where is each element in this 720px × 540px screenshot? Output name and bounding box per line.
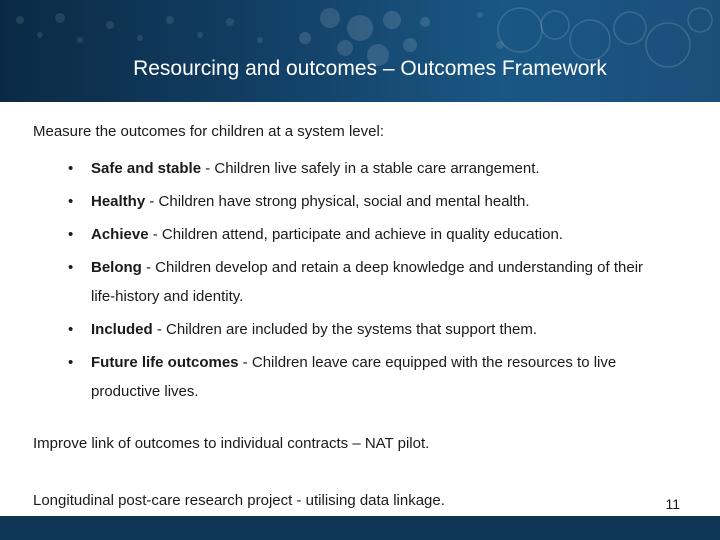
list-item xyxy=(68,154,668,183)
list-item xyxy=(68,187,668,216)
list-item xyxy=(68,253,668,311)
outcome-term: Belong xyxy=(91,259,142,276)
outcome-term: Healthy xyxy=(91,193,146,210)
bullet-icon: • xyxy=(68,193,74,210)
outcome-description: - Children are included by the systems that support them. xyxy=(152,321,538,338)
bullet-icon: • xyxy=(68,226,74,243)
outcome-term: Achieve xyxy=(91,226,149,243)
dot-pattern-decoration xyxy=(0,0,720,102)
list-item xyxy=(68,348,668,406)
list-item xyxy=(68,315,668,344)
footer-strip xyxy=(0,516,720,540)
slide-number: 11 xyxy=(665,496,680,512)
outcome-description: - Children leave care equipped with the resources to live productive lives. xyxy=(91,354,617,400)
outcomes-list xyxy=(68,154,668,410)
bullet-icon: • xyxy=(68,354,74,371)
outcome-term: Future life outcomes xyxy=(91,354,239,371)
slide-title: Resourcing and outcomes – Outcomes Framework xyxy=(133,57,607,80)
bullet-icon: • xyxy=(68,259,74,276)
outcome-description: - Children have strong physical, social and mental health. xyxy=(145,193,530,210)
nat-pilot-paragraph: Improve link of outcomes to individual contracts – NAT pilot. xyxy=(33,435,430,452)
list-item xyxy=(68,220,668,249)
outcome-description: - Children develop and retain a deep knowledge and understanding of their life-history and identity. xyxy=(91,259,644,305)
bullet-icon: • xyxy=(68,160,74,177)
outcome-term: Included xyxy=(91,321,153,338)
intro-text: Measure the outcomes for children at a system level: xyxy=(33,123,384,140)
bullet-icon: • xyxy=(68,321,74,338)
research-project-paragraph: Longitudinal post-care research project - utilising data linkage. xyxy=(33,492,445,509)
outcome-description: - Children attend, participate and achieve in quality education. xyxy=(148,226,563,243)
title-banner xyxy=(0,0,720,102)
outcome-term: Safe and stable xyxy=(91,160,202,177)
outcome-description: - Children live safely in a stable care arrangement. xyxy=(201,160,540,177)
